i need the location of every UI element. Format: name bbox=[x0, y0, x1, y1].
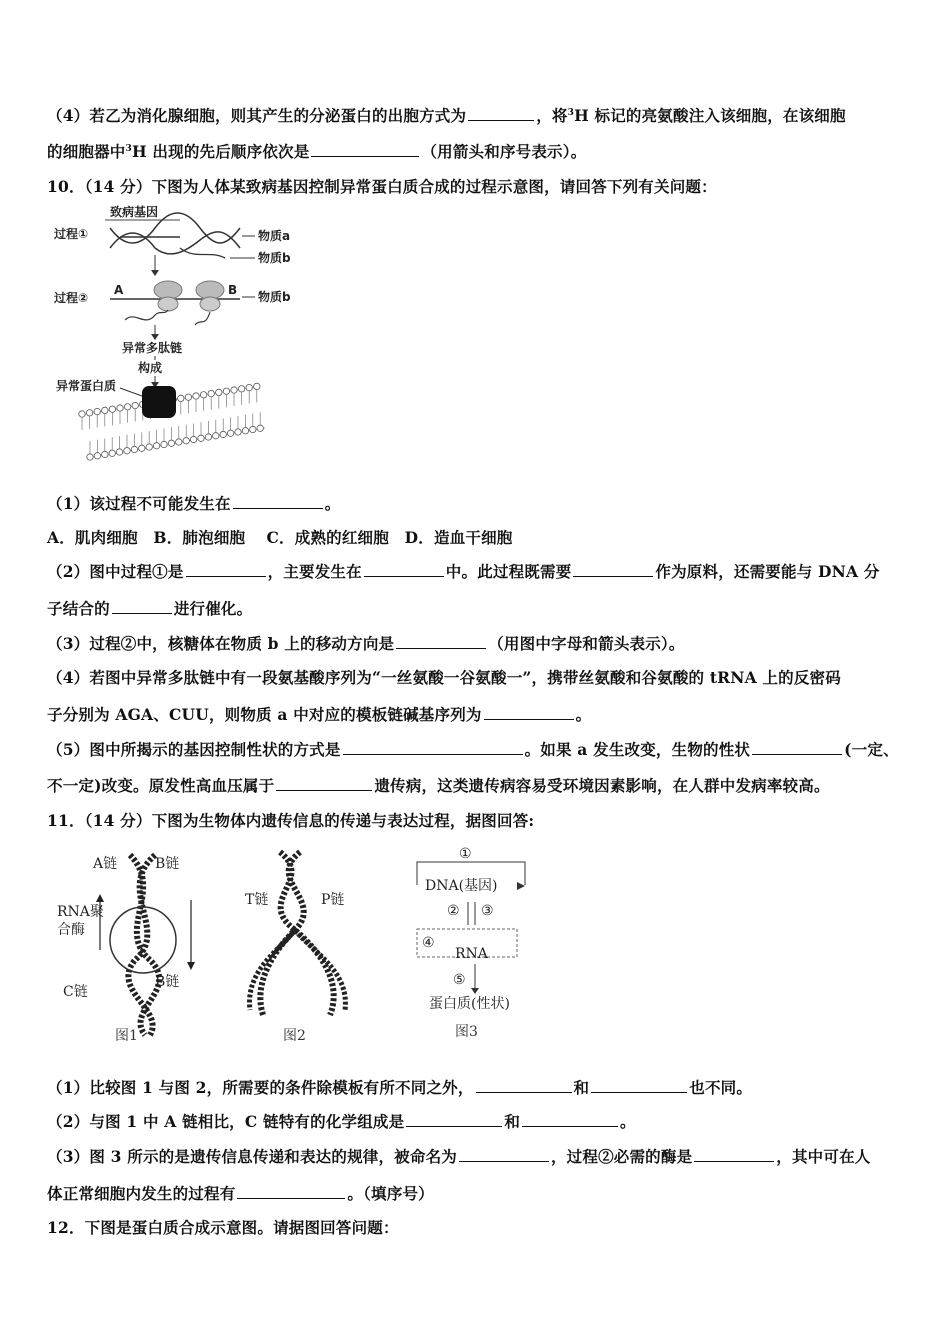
ribosome-2 bbox=[196, 281, 224, 299]
answer-blank[interactable] bbox=[459, 1147, 549, 1162]
lipid-head bbox=[146, 444, 152, 450]
lipid-head bbox=[102, 451, 108, 457]
answer-blank[interactable] bbox=[112, 599, 172, 614]
peptide-chain-1 bbox=[125, 310, 168, 320]
b-chain-label: B链 bbox=[155, 856, 180, 872]
leader-line bbox=[120, 388, 142, 396]
new-strand-right bbox=[295, 930, 345, 1010]
lipid-head bbox=[220, 431, 226, 437]
q9-4-line2: 的细胞器中$^3$H 出现的先后顺序依次是 （用箭头和序号表示）。 bbox=[47, 142, 587, 161]
lipid-head bbox=[250, 426, 256, 432]
rna-label: RNA bbox=[455, 946, 488, 962]
dna-gene-label: DNA(基因) bbox=[425, 878, 498, 894]
process-4: ④ bbox=[422, 935, 435, 951]
process-1: ① bbox=[459, 846, 472, 862]
lipid-head bbox=[190, 436, 196, 442]
lipid-head bbox=[116, 449, 122, 455]
q11-1: （1）比较图 1 与图 2，所需要的条件除模板有所不同之外， 和 也不同。 bbox=[47, 1078, 753, 1097]
lipid-head bbox=[223, 388, 229, 394]
label-B: B bbox=[228, 283, 238, 297]
lipid-head bbox=[153, 443, 159, 449]
arrow-head bbox=[471, 988, 479, 994]
answer-blank[interactable] bbox=[752, 740, 842, 755]
ribosome-1 bbox=[154, 281, 182, 299]
substance-a-label: 物质a bbox=[258, 229, 291, 243]
lipid-head bbox=[231, 387, 237, 393]
lipid-head bbox=[176, 439, 182, 445]
fig3-caption: 图3 bbox=[455, 1024, 478, 1040]
a-chain-label: A链 bbox=[93, 856, 118, 872]
answer-blank[interactable] bbox=[468, 106, 534, 121]
q10-4-line1: （4）若图中异常多肽链中有一段氨基酸序列为“一丝氨酸一谷氨酸一”，携带丝氨酸和谷氨酸的 tRNA 上的反密码 bbox=[47, 668, 841, 687]
ribosome-2-small bbox=[200, 297, 220, 311]
fig1-caption: 图1 bbox=[115, 1028, 138, 1044]
process-5: ⑤ bbox=[453, 972, 466, 988]
q11-3-line1: （3）图 3 所示的是遗传信息传递和表达的规律，被命名为 ，过程②必需的酶是 ，其中可在人 bbox=[47, 1147, 871, 1166]
arrow-head bbox=[517, 882, 525, 890]
lipid-head bbox=[109, 406, 115, 412]
answer-blank[interactable] bbox=[573, 562, 653, 577]
polypeptide-label: 异常多肽链 bbox=[122, 341, 183, 355]
lipid-head bbox=[235, 429, 241, 435]
t-chain-label: T链 bbox=[245, 892, 269, 908]
lipid-head bbox=[213, 433, 219, 439]
arrow-head bbox=[187, 962, 195, 970]
q10-figure bbox=[50, 200, 300, 470]
answer-blank[interactable] bbox=[522, 1112, 618, 1127]
abnormal-protein-label: 异常蛋白质 bbox=[56, 379, 117, 393]
lipid-head bbox=[94, 453, 100, 459]
dna-strand-fig2-p bbox=[280, 852, 334, 1015]
lipid-head bbox=[139, 445, 145, 451]
answer-blank[interactable] bbox=[233, 494, 323, 509]
q12-title: 12．下图是蛋白质合成示意图。请据图回答问题： bbox=[47, 1218, 399, 1237]
p-chain-label: P链 bbox=[321, 892, 345, 908]
lipid-head bbox=[198, 435, 204, 441]
c-chain-label: C链 bbox=[63, 984, 88, 1000]
lipid-head bbox=[208, 390, 214, 396]
answer-blank[interactable] bbox=[311, 142, 419, 157]
lipid-head bbox=[238, 386, 244, 392]
label-A: A bbox=[114, 283, 124, 297]
q11-3-line2: 体正常细胞内发生的过程有 。（填序号） bbox=[47, 1184, 434, 1203]
peptide-chain-2 bbox=[195, 312, 210, 325]
lipid-head bbox=[79, 411, 85, 417]
answer-blank[interactable] bbox=[276, 776, 372, 791]
arrow-head bbox=[96, 894, 104, 902]
answer-blank[interactable] bbox=[694, 1147, 774, 1162]
protein-trait-label: 蛋白质(性状) bbox=[429, 996, 510, 1012]
lipid-head bbox=[246, 384, 252, 390]
lipid-head bbox=[109, 450, 115, 456]
fig2-caption: 图2 bbox=[283, 1028, 306, 1044]
lipid-head bbox=[86, 410, 92, 416]
substance-b-label: 物质b bbox=[258, 251, 291, 265]
process-3: ③ bbox=[481, 903, 494, 919]
answer-blank[interactable] bbox=[484, 705, 574, 720]
new-strand-left bbox=[250, 930, 295, 1010]
answer-blank[interactable] bbox=[476, 1078, 572, 1093]
q10-3: （3）过程②中，核糖体在物质 b 上的移动方向是 （用图中字母和箭头表示）。 bbox=[47, 634, 685, 653]
q11-title: 11．（14 分）下图为生物体内遗传信息的传递与表达过程，据图回答: bbox=[47, 811, 535, 830]
lipid-head bbox=[102, 407, 108, 413]
gene-label: 致病基因 bbox=[110, 205, 159, 219]
lipid-head bbox=[161, 441, 167, 447]
lipid-head bbox=[132, 402, 138, 408]
answer-blank[interactable] bbox=[364, 562, 444, 577]
answer-blank[interactable] bbox=[237, 1184, 345, 1199]
process2-label: 过程② bbox=[54, 291, 89, 305]
q10-5-line2: 不一定)改变。原发性高血压属于 遗传病，这类遗传病容易受环境因素影响，在人群中发病率较高。 bbox=[47, 776, 830, 795]
lipid-head bbox=[200, 392, 206, 398]
lipid-head bbox=[257, 425, 263, 431]
q9-4-line1: （4）若乙为消化腺细胞，则其产生的分泌蛋白的出胞方式为 ，将$^3$H 标记的亮氨酸注入该细胞，在该细胞 bbox=[47, 106, 846, 125]
lipid-head bbox=[87, 454, 93, 460]
b-chain2-label: B链 bbox=[155, 974, 180, 990]
answer-blank[interactable] bbox=[343, 740, 523, 755]
lipid-head bbox=[254, 383, 260, 389]
lipid-head bbox=[168, 440, 174, 446]
lipid-head bbox=[205, 434, 211, 440]
rna-pol-label-1: RNA聚 bbox=[57, 904, 104, 920]
q11-figure bbox=[55, 840, 535, 1050]
substance-b2-label: 物质b bbox=[258, 290, 291, 304]
q10-2-line1: （2）图中过程①是 ，主要发生在 中。此过程既需要 作为原料，还需要能与 DNA 分 bbox=[47, 562, 880, 581]
rna-pol-label-2: 合酶 bbox=[57, 922, 85, 938]
lipid-head bbox=[227, 430, 233, 436]
lipid-head bbox=[94, 408, 100, 414]
process1-label: 过程① bbox=[54, 227, 89, 241]
q10-1: （1）该过程不可能发生在 。 bbox=[47, 494, 341, 513]
arrow-head bbox=[151, 270, 159, 276]
q10-2-line2: 子结合的 进行催化。 bbox=[47, 599, 253, 618]
lipid-head bbox=[185, 394, 191, 400]
lipid-head bbox=[178, 395, 184, 401]
answer-blank[interactable] bbox=[406, 1112, 502, 1127]
ribosome-1-small bbox=[158, 297, 178, 311]
lipid-head bbox=[131, 446, 137, 452]
answer-blank[interactable] bbox=[396, 634, 486, 649]
arrow-head bbox=[151, 334, 159, 340]
answer-blank[interactable] bbox=[591, 1078, 687, 1093]
q10-4-line2: 子分别为 AGA、CUU，则物质 a 中对应的模板链碱基序列为 。 bbox=[47, 705, 592, 724]
abnormal-protein-block bbox=[142, 386, 176, 418]
lipid-head bbox=[117, 405, 123, 411]
process-2: ② bbox=[447, 903, 460, 919]
q10-options: A．肌肉细胞 B．肺泡细胞 C．成熟的红细胞 D．造血干细胞 bbox=[47, 528, 513, 547]
lipid-head bbox=[216, 389, 222, 395]
q10-5-line1: （5）图中所揭示的基因控制性状的方式是 。如果 a 发生改变，生物的性状 (一定、 bbox=[47, 740, 899, 759]
answer-blank[interactable] bbox=[186, 562, 266, 577]
form-label: 构成 bbox=[138, 361, 163, 375]
q10-title: 10．（14 分）下图为人体某致病基因控制异常蛋白质合成的过程示意图，请回答下列有关问题： bbox=[47, 177, 717, 196]
lipid-head bbox=[242, 428, 248, 434]
lipid-head bbox=[193, 393, 199, 399]
lipid-head bbox=[183, 438, 189, 444]
lipid-head bbox=[124, 404, 130, 410]
lipid-head bbox=[124, 448, 130, 454]
q11-2: （2）与图 1 中 A 链相比，C 链特有的化学组成是 和 。 bbox=[47, 1112, 636, 1131]
